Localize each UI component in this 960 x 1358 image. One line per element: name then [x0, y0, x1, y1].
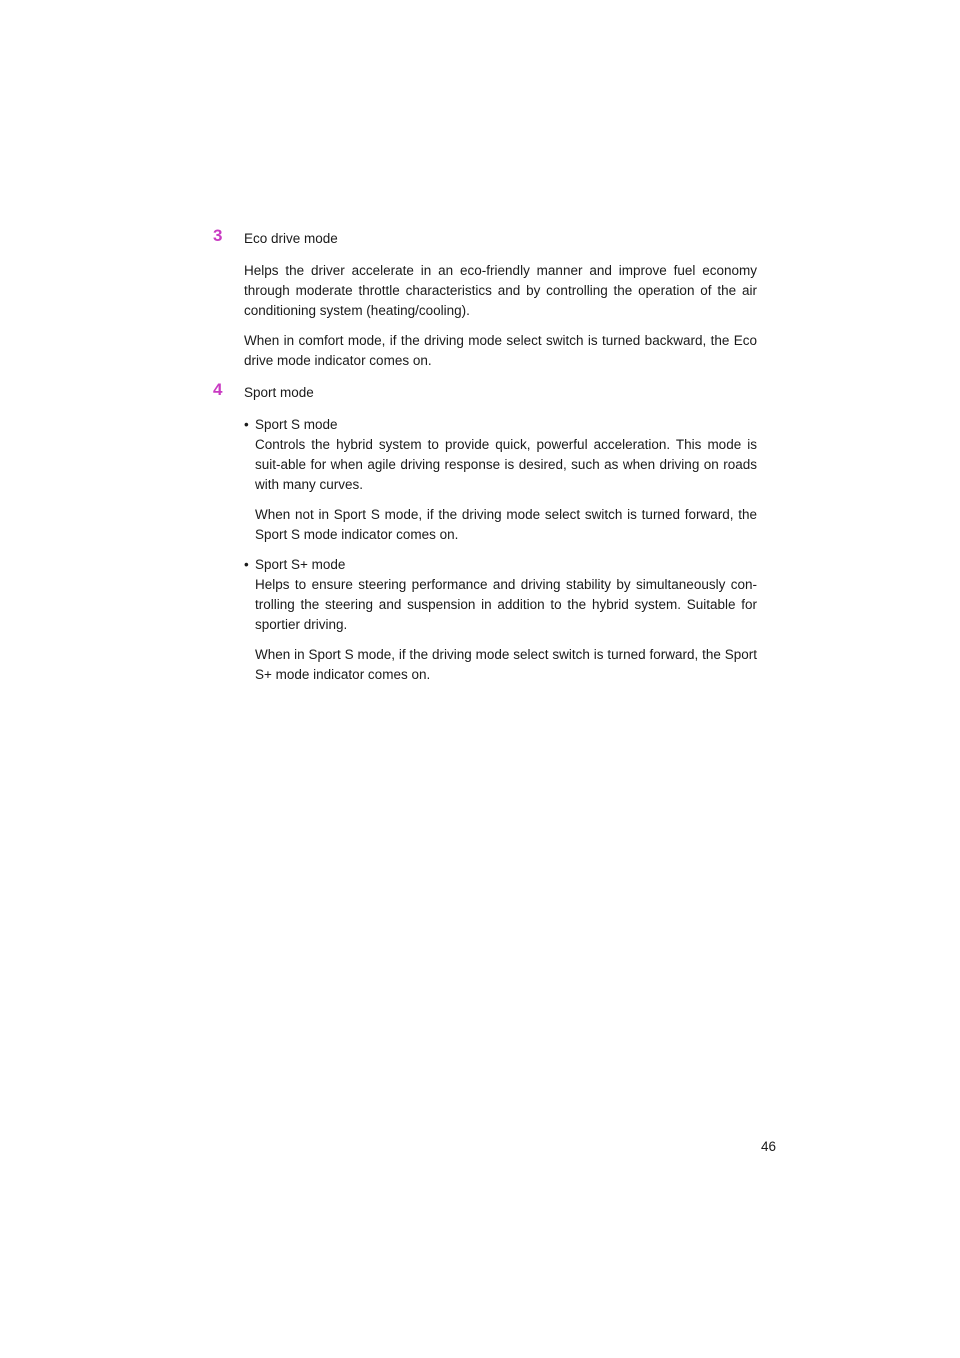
bullet-sport-s-plus-mode	[244, 555, 757, 685]
step-eco-drive-mode	[213, 226, 757, 371]
step-title: Sport mode	[244, 385, 314, 400]
step-header	[213, 380, 757, 405]
step-header	[213, 226, 757, 251]
step-sport-mode	[213, 380, 757, 685]
step-number: 3	[213, 226, 223, 245]
step-number: 4	[213, 380, 223, 399]
bullet-paragraph: When in Sport S mode, if the driving mode select switch is turned forward, the Sport S+ mode indicator comes on.	[255, 647, 757, 682]
bullet-title: Sport S+ mode	[255, 557, 346, 572]
step-paragraph: When in comfort mode, if the driving mode select switch is turned backward, the Eco drive mode indicator comes on.	[244, 333, 757, 368]
bullet-paragraph: When not in Sport S mode, if the driving mode select switch is turned forward, the Sport S mode indicator comes on.	[255, 507, 757, 542]
page-number: 46	[760, 1139, 776, 1154]
bullet-body	[255, 575, 757, 685]
step-paragraph: Helps the driver accelerate in an eco-friendly manner and improve fuel economy through moderate throttle characteristics and by controlling the operation of the air conditioning system (heating/cooling).	[244, 263, 757, 318]
manual-content	[213, 226, 757, 685]
step-title: Eco drive mode	[244, 231, 338, 246]
bullet-mark: •	[244, 417, 249, 432]
bullet-mark: •	[244, 557, 249, 572]
bullet-paragraph: Helps to ensure steering performance and driving stability by simultaneously con-trolling the steering and suspension in addition to the hybrid system. Suitable for sportier driving.	[255, 577, 757, 632]
bullet-body	[255, 435, 757, 545]
bullet-paragraph: Controls the hybrid system to provide quick, powerful acceleration. This mode is suit-able for when agile driving response is desired, such as when driving on roads with many curves.	[255, 437, 757, 492]
bullet-title: Sport S mode	[255, 417, 338, 432]
bullet-sport-s-mode	[244, 415, 757, 545]
